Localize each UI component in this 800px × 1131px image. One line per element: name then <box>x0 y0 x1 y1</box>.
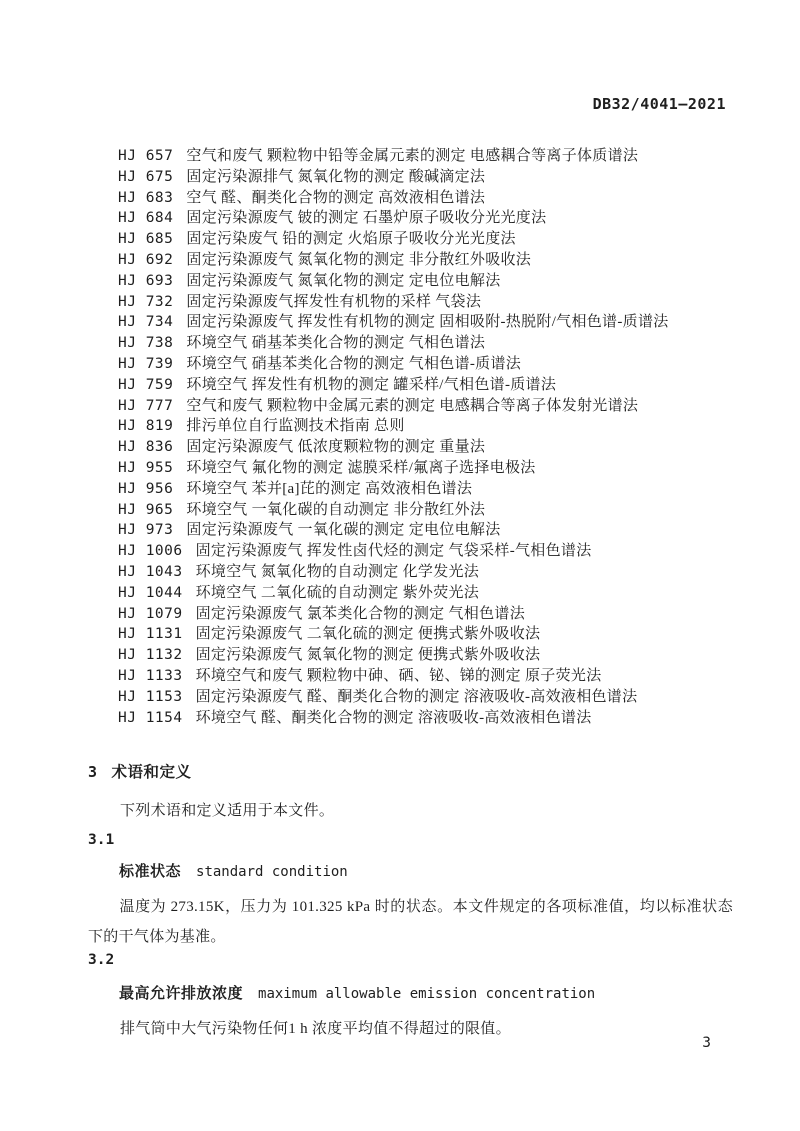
section-3-intro: 下列术语和定义适用于本文件。 <box>120 803 335 819</box>
standard-code: HJ 739 <box>118 355 174 372</box>
standard-title: 环境空气 硝基苯类化合物的测定 气相色谱-质谱法 <box>186 355 522 372</box>
standard-code: HJ 693 <box>118 272 174 289</box>
term-3-2-en: maximum allowable emission concentration <box>258 986 596 1002</box>
standard-code: HJ 684 <box>118 210 174 227</box>
standard-code: HJ 692 <box>118 251 174 268</box>
standard-reference-item <box>118 520 745 541</box>
standard-title: 固定污染源废气 醛、酮类化合物的测定 溶液吸收-高效液相色谱法 <box>195 688 638 705</box>
term-3-2-number: 3.2 <box>88 952 115 968</box>
standard-reference-item <box>118 500 745 521</box>
section-title: 术语和定义 <box>111 764 192 781</box>
standard-code: HJ 734 <box>118 314 174 331</box>
standard-title: 环境空气 一氧化碳的自动测定 非分散红外法 <box>186 501 486 518</box>
standard-title: 环境空气 醛、酮类化合物的测定 溶液吸收-高效液相色谱法 <box>195 709 592 726</box>
standard-code: HJ 1006 <box>118 543 183 560</box>
standard-reference-item <box>118 208 745 229</box>
standard-title: 空气和废气 颗粒物中铅等金属元素的测定 电感耦合等离子体质谱法 <box>186 148 639 164</box>
standard-title: 固定污染源废气 一氧化碳的测定 定电位电解法 <box>186 522 501 539</box>
standard-reference-item <box>118 416 745 437</box>
standard-title: 固定污染源废气 铍的测定 石墨炉原子吸收分光光度法 <box>186 210 547 227</box>
standard-code: HJ 1154 <box>118 709 183 726</box>
standard-reference-item <box>118 604 745 625</box>
normative-references-list <box>118 146 745 728</box>
standard-reference-item <box>118 479 745 500</box>
standard-code: HJ 683 <box>118 189 174 206</box>
term-3-1-zh: 标准状态 <box>119 864 182 880</box>
standard-title: 环境空气 硝基苯类化合物的测定 气相色谱法 <box>186 335 486 352</box>
standard-reference-item <box>118 645 745 666</box>
standard-code: HJ 955 <box>118 459 174 476</box>
standard-code: HJ 732 <box>118 293 174 310</box>
standard-title: 空气和废气 颗粒物中金属元素的测定 电感耦合等离子体发射光谱法 <box>186 397 639 414</box>
standard-title: 环境空气 氟化物的测定 滤膜采样/氟离子选择电极法 <box>186 459 536 476</box>
standard-code: HJ 1131 <box>118 626 183 643</box>
standard-reference-item <box>118 687 745 708</box>
term-3-1-heading <box>119 860 348 881</box>
standard-code: HJ 1133 <box>118 667 183 684</box>
section-3-heading <box>88 760 192 782</box>
standard-code: HJ 685 <box>118 231 174 248</box>
standard-title: 固定污染源废气 氯苯类化合物的测定 气相色谱法 <box>195 605 526 622</box>
standard-title: 环境空气 二氧化硫的自动测定 紫外荧光法 <box>195 584 480 601</box>
standard-title: 固定污染源废气挥发性有机物的采样 气袋法 <box>186 293 482 310</box>
page-number: 3 <box>702 1035 711 1051</box>
standard-reference-item <box>118 250 745 271</box>
standard-reference-item <box>118 375 745 396</box>
standard-code: HJ 1043 <box>118 563 183 580</box>
standard-code: HJ 759 <box>118 376 174 393</box>
standard-title: 排污单位自行监测技术指南 总则 <box>186 418 405 435</box>
standard-reference-item <box>118 146 745 167</box>
standard-reference-item <box>118 562 745 583</box>
standard-title: 固定污染废气 铅的测定 火焰原子吸收分光光度法 <box>186 231 516 248</box>
standard-reference-item <box>118 271 745 292</box>
standard-title: 固定污染源排气 氮氧化物的测定 酸碱滴定法 <box>186 168 486 185</box>
standard-code: HJ 836 <box>118 439 174 456</box>
standard-reference-item <box>118 229 745 250</box>
standard-title: 固定污染源废气 氮氧化物的测定 非分散红外吸收法 <box>186 251 532 268</box>
term-3-2-definition: 排气筒中大气污染物任何1 h 浓度平均值不得超过的限值。 <box>120 1021 511 1037</box>
standard-title: 环境空气 苯并[a]芘的测定 高效液相色谱法 <box>186 480 473 497</box>
standard-title: 环境空气和废气 颗粒物中砷、硒、铋、锑的测定 原子荧光法 <box>195 667 602 684</box>
standard-code: HJ 1044 <box>118 584 183 601</box>
standard-reference-item <box>118 167 745 188</box>
standard-reference-item <box>118 541 745 562</box>
standard-code: HJ 956 <box>118 480 174 497</box>
standard-title: 固定污染源废气 氮氧化物的测定 便携式紫外吸收法 <box>195 647 541 664</box>
term-3-2-zh: 最高允许排放浓度 <box>119 986 244 1002</box>
standard-code: HJ 657 <box>118 148 174 164</box>
standard-code: HJ 965 <box>118 501 174 518</box>
section-number: 3 <box>88 763 98 781</box>
standard-reference-item <box>118 396 745 417</box>
standard-title: 空气 醛、酮类化合物的测定 高效液相色谱法 <box>186 189 486 206</box>
standard-title: 固定污染源废气 挥发性有机物的测定 固相吸附-热脱附/气相色谱-质谱法 <box>186 314 669 331</box>
standard-reference-item <box>118 666 745 687</box>
document-number: DB32/4041—2021 <box>592 95 726 113</box>
standard-reference-item <box>118 708 745 729</box>
standard-code: HJ 819 <box>118 418 174 435</box>
term-3-1-definition: 温度为 273.15K，压力为 101.325 kPa 时的状态。本文件规定的各项标准值，均以标准状态下的干气体为基准。 <box>88 899 733 945</box>
standard-code: HJ 1153 <box>118 688 183 705</box>
standard-reference-item <box>118 333 745 354</box>
term-3-2-heading <box>119 982 595 1003</box>
standard-reference-item <box>118 188 745 209</box>
standard-reference-item <box>118 312 745 333</box>
term-3-1-number: 3.1 <box>88 832 115 848</box>
standard-title: 环境空气 氮氧化物的自动测定 化学发光法 <box>195 563 480 580</box>
standard-title: 固定污染源废气 氮氧化物的测定 定电位电解法 <box>186 272 501 289</box>
term-3-1-en: standard condition <box>196 864 348 880</box>
standard-code: HJ 973 <box>118 522 174 539</box>
standard-reference-item <box>118 437 745 458</box>
standard-title: 固定污染源废气 低浓度颗粒物的测定 重量法 <box>186 439 486 456</box>
standard-code: HJ 1132 <box>118 647 183 664</box>
standard-code: HJ 675 <box>118 168 174 185</box>
standard-code: HJ 738 <box>118 335 174 352</box>
standard-reference-item <box>118 458 745 479</box>
standard-reference-item <box>118 583 745 604</box>
standard-code: HJ 1079 <box>118 605 183 622</box>
standard-reference-item <box>118 624 745 645</box>
standard-reference-item <box>118 292 745 313</box>
standard-title: 固定污染源废气 挥发性卤代烃的测定 气袋采样-气相色谱法 <box>195 543 592 560</box>
standard-code: HJ 777 <box>118 397 174 414</box>
standard-title: 固定污染源废气 二氧化硫的测定 便携式紫外吸收法 <box>195 626 541 643</box>
standard-reference-item <box>118 354 745 375</box>
standard-title: 环境空气 挥发性有机物的测定 罐采样/气相色谱-质谱法 <box>186 376 557 393</box>
